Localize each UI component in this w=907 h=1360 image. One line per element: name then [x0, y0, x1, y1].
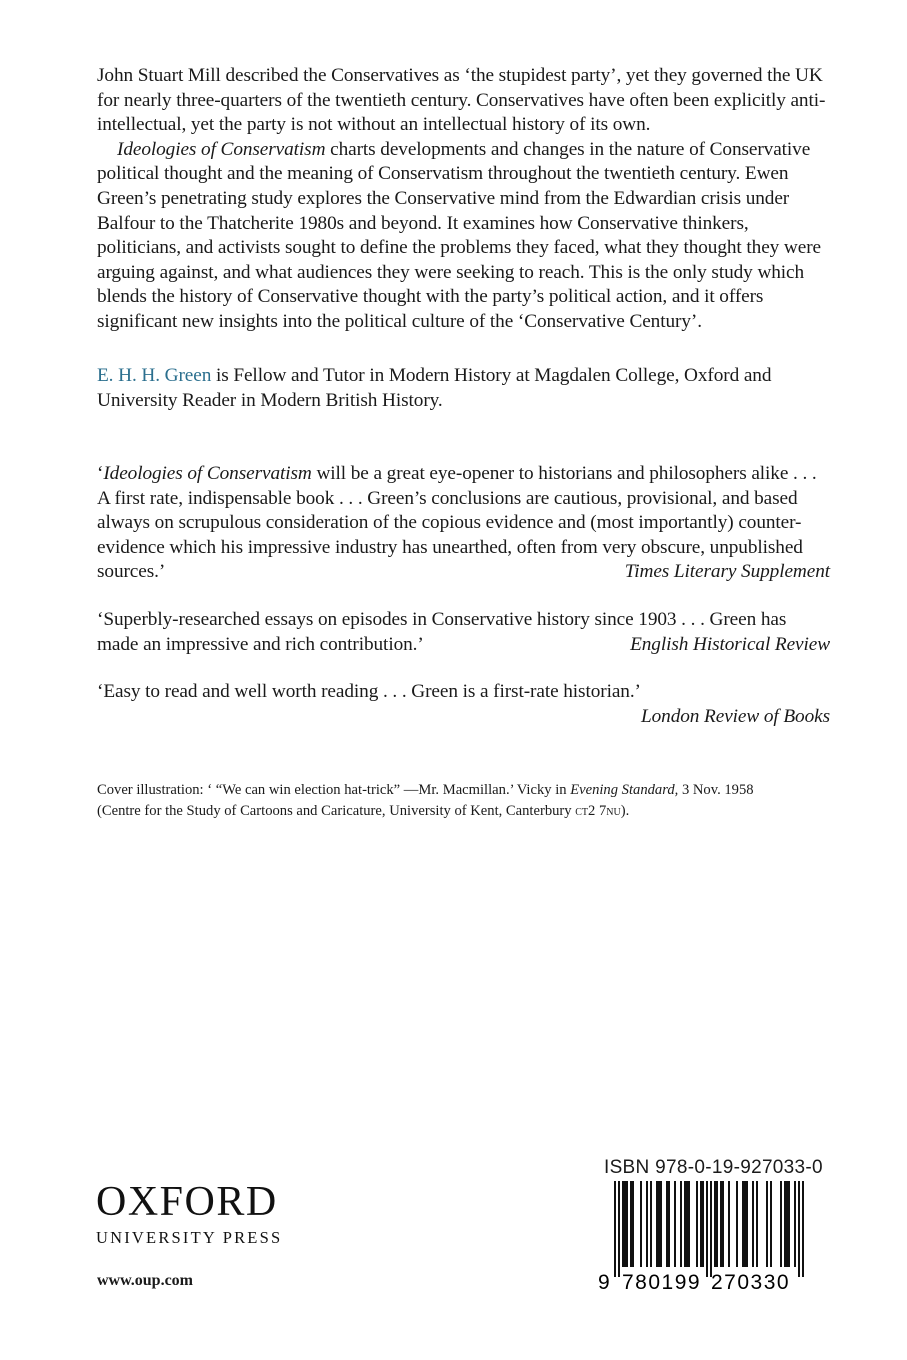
barcode-bar — [614, 1181, 616, 1277]
barcode-bar — [686, 1181, 688, 1267]
cover-credit-date: 3 Nov. 1958 — [678, 782, 754, 798]
barcode — [596, 1181, 812, 1293]
review-1-text: will be a great eye-opener to historians and philosophers alike . . . A first rate, indispensable book . . . Green’s conclusions are cautious, provisional, and based always on scrupulous consideration of the copious evidence and (most importantly) counter-evidence which his impressive industry has unearthed, often from very obscure, unpublished sources.’ — [97, 463, 817, 583]
barcode-bar — [632, 1181, 634, 1267]
blurb — [97, 64, 832, 335]
barcode-bar — [640, 1181, 642, 1267]
review-3-source: London Review of Books — [641, 705, 830, 727]
cover-credit: Cover illustration: ‘ “We can win election hat-trick” —Mr. Macmillan.’ Vicky in Evening Standard, 3 Nov. 1958 (Centre for the Study of Cartoons and Caricature, University of Kent, Canterbury ct2 7nu). — [97, 782, 754, 819]
reviews — [97, 462, 830, 752]
quote-mark: ‘ — [97, 463, 104, 484]
barcode-bar — [786, 1181, 788, 1267]
publisher-logo — [96, 1180, 282, 1248]
review-1-source: Times Literary Supplement — [624, 561, 830, 583]
book-title: Ideologies of Conservatism — [117, 138, 326, 160]
barcode-bar — [624, 1181, 626, 1267]
cover-credit-text: Cover illustration: ‘ “We can win election hat-trick” —Mr. Macmillan.’ Vicky in — [97, 782, 571, 798]
barcode-bar — [756, 1181, 758, 1267]
author-name: E. H. H. Green — [97, 365, 212, 386]
author-bio-text: is Fellow and Tutor in Modern History at Magdalen College, Oxford and University Reader in Modern British History. — [97, 365, 772, 411]
barcode-bar — [802, 1181, 804, 1277]
barcode-bar — [650, 1181, 652, 1267]
barcode-bar — [798, 1181, 800, 1277]
barcode-bars — [614, 1181, 804, 1277]
review-3 — [97, 680, 830, 729]
cover-credit-source: (Centre for the Study of Cartoons and Caricature, University of Kent, Canterbury — [97, 803, 576, 819]
barcode-digits-right: 270330 — [711, 1271, 791, 1293]
barcode-bar — [630, 1181, 632, 1267]
barcode-bar — [736, 1181, 738, 1267]
barcode-bar — [666, 1181, 668, 1267]
barcode-bar — [660, 1181, 662, 1267]
barcode-bar — [788, 1181, 790, 1267]
barcode-bar — [684, 1181, 686, 1267]
isbn-label: ISBN 978-0-19-927033-0 — [604, 1157, 823, 1178]
barcode-bar — [622, 1181, 624, 1267]
blurb-paragraph-2-text: charts developments and changes in the nature of Conservative political thought and the meaning of Conservatism throughout the twentieth century. Ewen Green’s penetrating study explores the Conservative mind from the Edwardian crisis under Balfour to the Thatcherite 1980s and beyond. It examines how Conservative thinkers, politicians, and activists sought to define the problems they faced, what they thought they were arguing against, and what audiences they were seeking to reach. This is the only study which blends the history of Conservative thought with the party’s political action, and it offers significant new insights into the political culture of the ‘Conservative Century’. — [97, 138, 821, 332]
barcode-bar — [618, 1181, 620, 1277]
barcode-bar — [714, 1181, 716, 1267]
barcode-bar — [674, 1181, 676, 1267]
barcode-bar — [766, 1181, 768, 1267]
publisher-press: UNIVERSITY PRESS — [96, 1228, 283, 1247]
review-3-text: ‘Easy to read and well worth reading . . . Green is a first-rate historian.’ — [97, 681, 641, 703]
cover-credit-postcode: ct2 7nu — [575, 803, 621, 819]
review-2-text: ‘Superbly-researched essays on episodes in Conservative history since 1903 . . . Green has made an impressive and rich contribution.’ — [97, 608, 787, 655]
review-2 — [97, 608, 830, 657]
barcode-bar — [752, 1181, 754, 1267]
barcode-bar — [700, 1181, 702, 1267]
barcode-bar — [720, 1181, 722, 1267]
barcode-bar — [794, 1181, 796, 1267]
barcode-bar — [646, 1181, 648, 1267]
barcode-bar — [780, 1181, 782, 1267]
barcode-bar — [722, 1181, 724, 1267]
barcode-bar — [784, 1181, 786, 1267]
review-2-source: English Historical Review — [630, 633, 830, 655]
barcode-bar — [680, 1181, 682, 1267]
barcode-bar — [744, 1181, 746, 1267]
barcode-bar — [626, 1181, 628, 1267]
barcode-bar — [728, 1181, 730, 1267]
publisher-url[interactable]: www.oup.com — [97, 1272, 194, 1289]
barcode-bar — [746, 1181, 748, 1267]
barcode-bar — [716, 1181, 718, 1267]
barcode-bar — [710, 1181, 712, 1277]
blurb-paragraph-2 — [97, 138, 832, 335]
review-1-title: Ideologies of Conservatism — [103, 463, 312, 484]
barcode-bar — [696, 1181, 698, 1267]
barcode-bar — [668, 1181, 670, 1267]
barcode-bar — [656, 1181, 658, 1267]
barcode-digits-left: 780199 — [622, 1271, 702, 1293]
review-1 — [97, 462, 830, 585]
barcode-bar — [742, 1181, 744, 1267]
barcode-bar — [770, 1181, 772, 1267]
barcode-bar — [706, 1181, 708, 1277]
publisher-name: OXFORD — [96, 1179, 278, 1225]
barcode-bar — [658, 1181, 660, 1267]
barcode-digit-first: 9 — [598, 1271, 610, 1293]
blurb-paragraph-1: John Stuart Mill described the Conservatives as ‘the stupidest party’, yet they governed the UK for nearly three-quarters of the twentieth century. Conservatives have often been explicitly anti-intellectual, yet the party is not without an intellectual history of its own. — [97, 65, 826, 136]
barcode-bar — [688, 1181, 690, 1267]
author-bio — [97, 364, 832, 413]
barcode-bar — [702, 1181, 704, 1267]
cover-credit-paper: Evening Standard, — [570, 782, 679, 798]
